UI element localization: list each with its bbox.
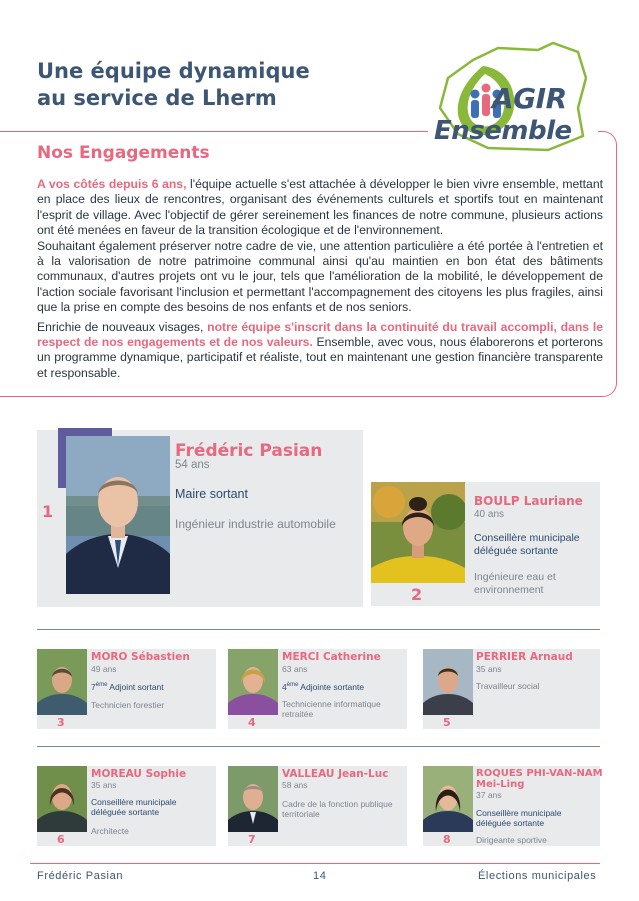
candidate-age-5: 35 ans [476, 664, 502, 674]
candidate-number-7: 7 [248, 833, 256, 846]
highlight-text: notre équipe s'inscrit dans la continuité du travail accompli, dans le respect de nos engagements et de nos valeurs. [37, 319, 603, 350]
candidate-number-3: 3 [57, 716, 65, 729]
candidate-number-8: 8 [443, 833, 451, 846]
candidate-job-5: Travailleur social [476, 681, 540, 691]
candidate-name-8 [476, 768, 603, 790]
candidate-role-2 [474, 532, 580, 558]
job-line: environnement [474, 584, 544, 596]
highlight-text: A vos côtés depuis 6 ans, [37, 177, 187, 191]
role-text: Adjointe sortante [298, 682, 365, 692]
job-line: territoriale [282, 809, 320, 819]
role-line: Conseillère municipale [476, 808, 562, 818]
candidate-photo-5 [423, 649, 473, 715]
role-sup: ème [95, 682, 108, 689]
candidate-number-5: 5 [443, 716, 451, 729]
logo-text-agir: AGIR [492, 82, 567, 115]
candidate-job-4 [282, 699, 381, 719]
candidate-photo-3 [37, 649, 87, 715]
job-line: Cadre de la fonction publique [282, 799, 393, 809]
paragraph-text: Ensemble, avec vous, nous élaborerons et porterons un programme dynamique, participatif et réaliste, tout en maintenant une gestion financière transparente et responsable. [37, 335, 603, 380]
logo-text-ensemble: Ensemble [434, 116, 572, 146]
job-line: Technicienne informatique [282, 699, 381, 709]
candidate-job-3: Technicien forestier [91, 700, 165, 710]
engagements-text [37, 177, 603, 381]
candidate-job-7 [282, 799, 393, 819]
candidate-role-3 [91, 682, 164, 692]
paragraph-2 [37, 320, 603, 382]
job-line: Ingénieure eau et [474, 571, 556, 583]
candidate-name-4: MERCI Catherine [282, 651, 381, 663]
role-text: 4 [282, 682, 287, 692]
candidate-role-6 [91, 797, 177, 817]
role-line: déléguée sortante [474, 545, 559, 557]
divider [37, 629, 600, 630]
candidate-photo-2 [371, 482, 465, 583]
divider [37, 746, 600, 747]
candidate-role-8 [476, 808, 562, 828]
role-line: déléguée sortante [91, 807, 160, 817]
footer-left: Frédéric Pasian [37, 870, 124, 882]
candidate-name-6: MOREAU Sophie [91, 768, 187, 780]
candidate-photo-4 [228, 649, 278, 715]
candidate-job-1: Ingénieur industrie automobile [175, 517, 336, 531]
name-line: Mei-Ling [476, 779, 525, 790]
footer-divider [30, 863, 600, 864]
candidate-photo-8 [423, 766, 473, 832]
candidate-name-3: MORO Sébastien [91, 651, 190, 663]
candidate-role-4 [282, 682, 364, 692]
candidate-age-8: 37 ans [476, 790, 502, 800]
candidate-number-2: 2 [411, 585, 423, 604]
candidate-photo-1 [66, 436, 170, 594]
candidate-number-1: 1 [42, 502, 54, 521]
job-line: retraitée [282, 709, 314, 719]
title-line-2: au service de Lherm [37, 86, 277, 110]
candidate-age-7: 58 ans [282, 780, 308, 790]
role-line: Conseillère municipale [91, 797, 177, 807]
candidate-age-6: 35 ans [91, 780, 117, 790]
page-title [37, 58, 397, 112]
role-text: 7 [91, 682, 96, 692]
paragraph-text: Souhaitant également préserver notre cadre de vie, une attention particulière a été portée à l'entretien et à la valorisation de notre patrimoine communal ainsi qu'au maintien en bon état des bâtiments communaux, d'autres projets ont vu le jour, tels que l'amélioration de la mobilité, le développement de l'action sociale favorisant l'inclusion et permettant l'accompagnement des citoyens les plus fragiles, ainsi que la prise en compte des besoins de nos enfants et de nos seniors. [37, 238, 603, 315]
candidate-number-4: 4 [248, 716, 256, 729]
candidate-photo-7 [228, 766, 278, 832]
candidate-name-2: BOULP Lauriane [474, 494, 583, 508]
agir-ensemble-logo [428, 38, 598, 156]
candidate-job-2 [474, 571, 556, 597]
paragraph-text: Enrichie de nouveaux visages, [37, 319, 208, 334]
candidate-job-8: Dirigeante sportive [476, 835, 547, 845]
paragraph-text: l'équipe actuelle s'est attachée à développer le bien vivre ensemble, mettant en place des lieux de rencontres, organisant des événements culturels et sportifs tout en maintenant l'esprit de village. Avec l'objectif de gérer sereinement les finances de notre commune, plusieurs actions ont été menées en faveur de la transition écologique et de l'environnement. [37, 177, 603, 238]
name-line: ROQUES PHI-VAN-NAM [476, 768, 603, 779]
candidate-name-1: Frédéric Pasian [175, 441, 323, 461]
candidate-name-5: PERRIER Arnaud [476, 651, 573, 663]
candidate-role-1: Maire sortant [175, 487, 248, 501]
role-line: Conseillère municipale [474, 532, 580, 544]
engagements-title: Nos Engagements [37, 143, 210, 163]
role-line: déléguée sortante [476, 818, 545, 828]
candidate-name-7: VALLEAU Jean-Luc [282, 768, 389, 780]
page-number: 14 [313, 870, 327, 882]
candidate-job-6: Architecte [91, 826, 129, 836]
role-sup: ème [286, 682, 299, 689]
role-text: Adjoint sortant [107, 682, 164, 692]
candidate-age-4: 63 ans [282, 664, 308, 674]
candidate-number-6: 6 [57, 833, 65, 846]
candidate-age-3: 49 ans [91, 664, 117, 674]
candidate-age-1: 54 ans [175, 459, 210, 471]
candidate-age-2: 40 ans [474, 509, 505, 520]
candidate-photo-6 [37, 766, 87, 832]
paragraph-1 [37, 177, 603, 316]
footer-right: Élections municipales [478, 870, 597, 882]
title-line-1: Une équipe dynamique [37, 59, 310, 83]
